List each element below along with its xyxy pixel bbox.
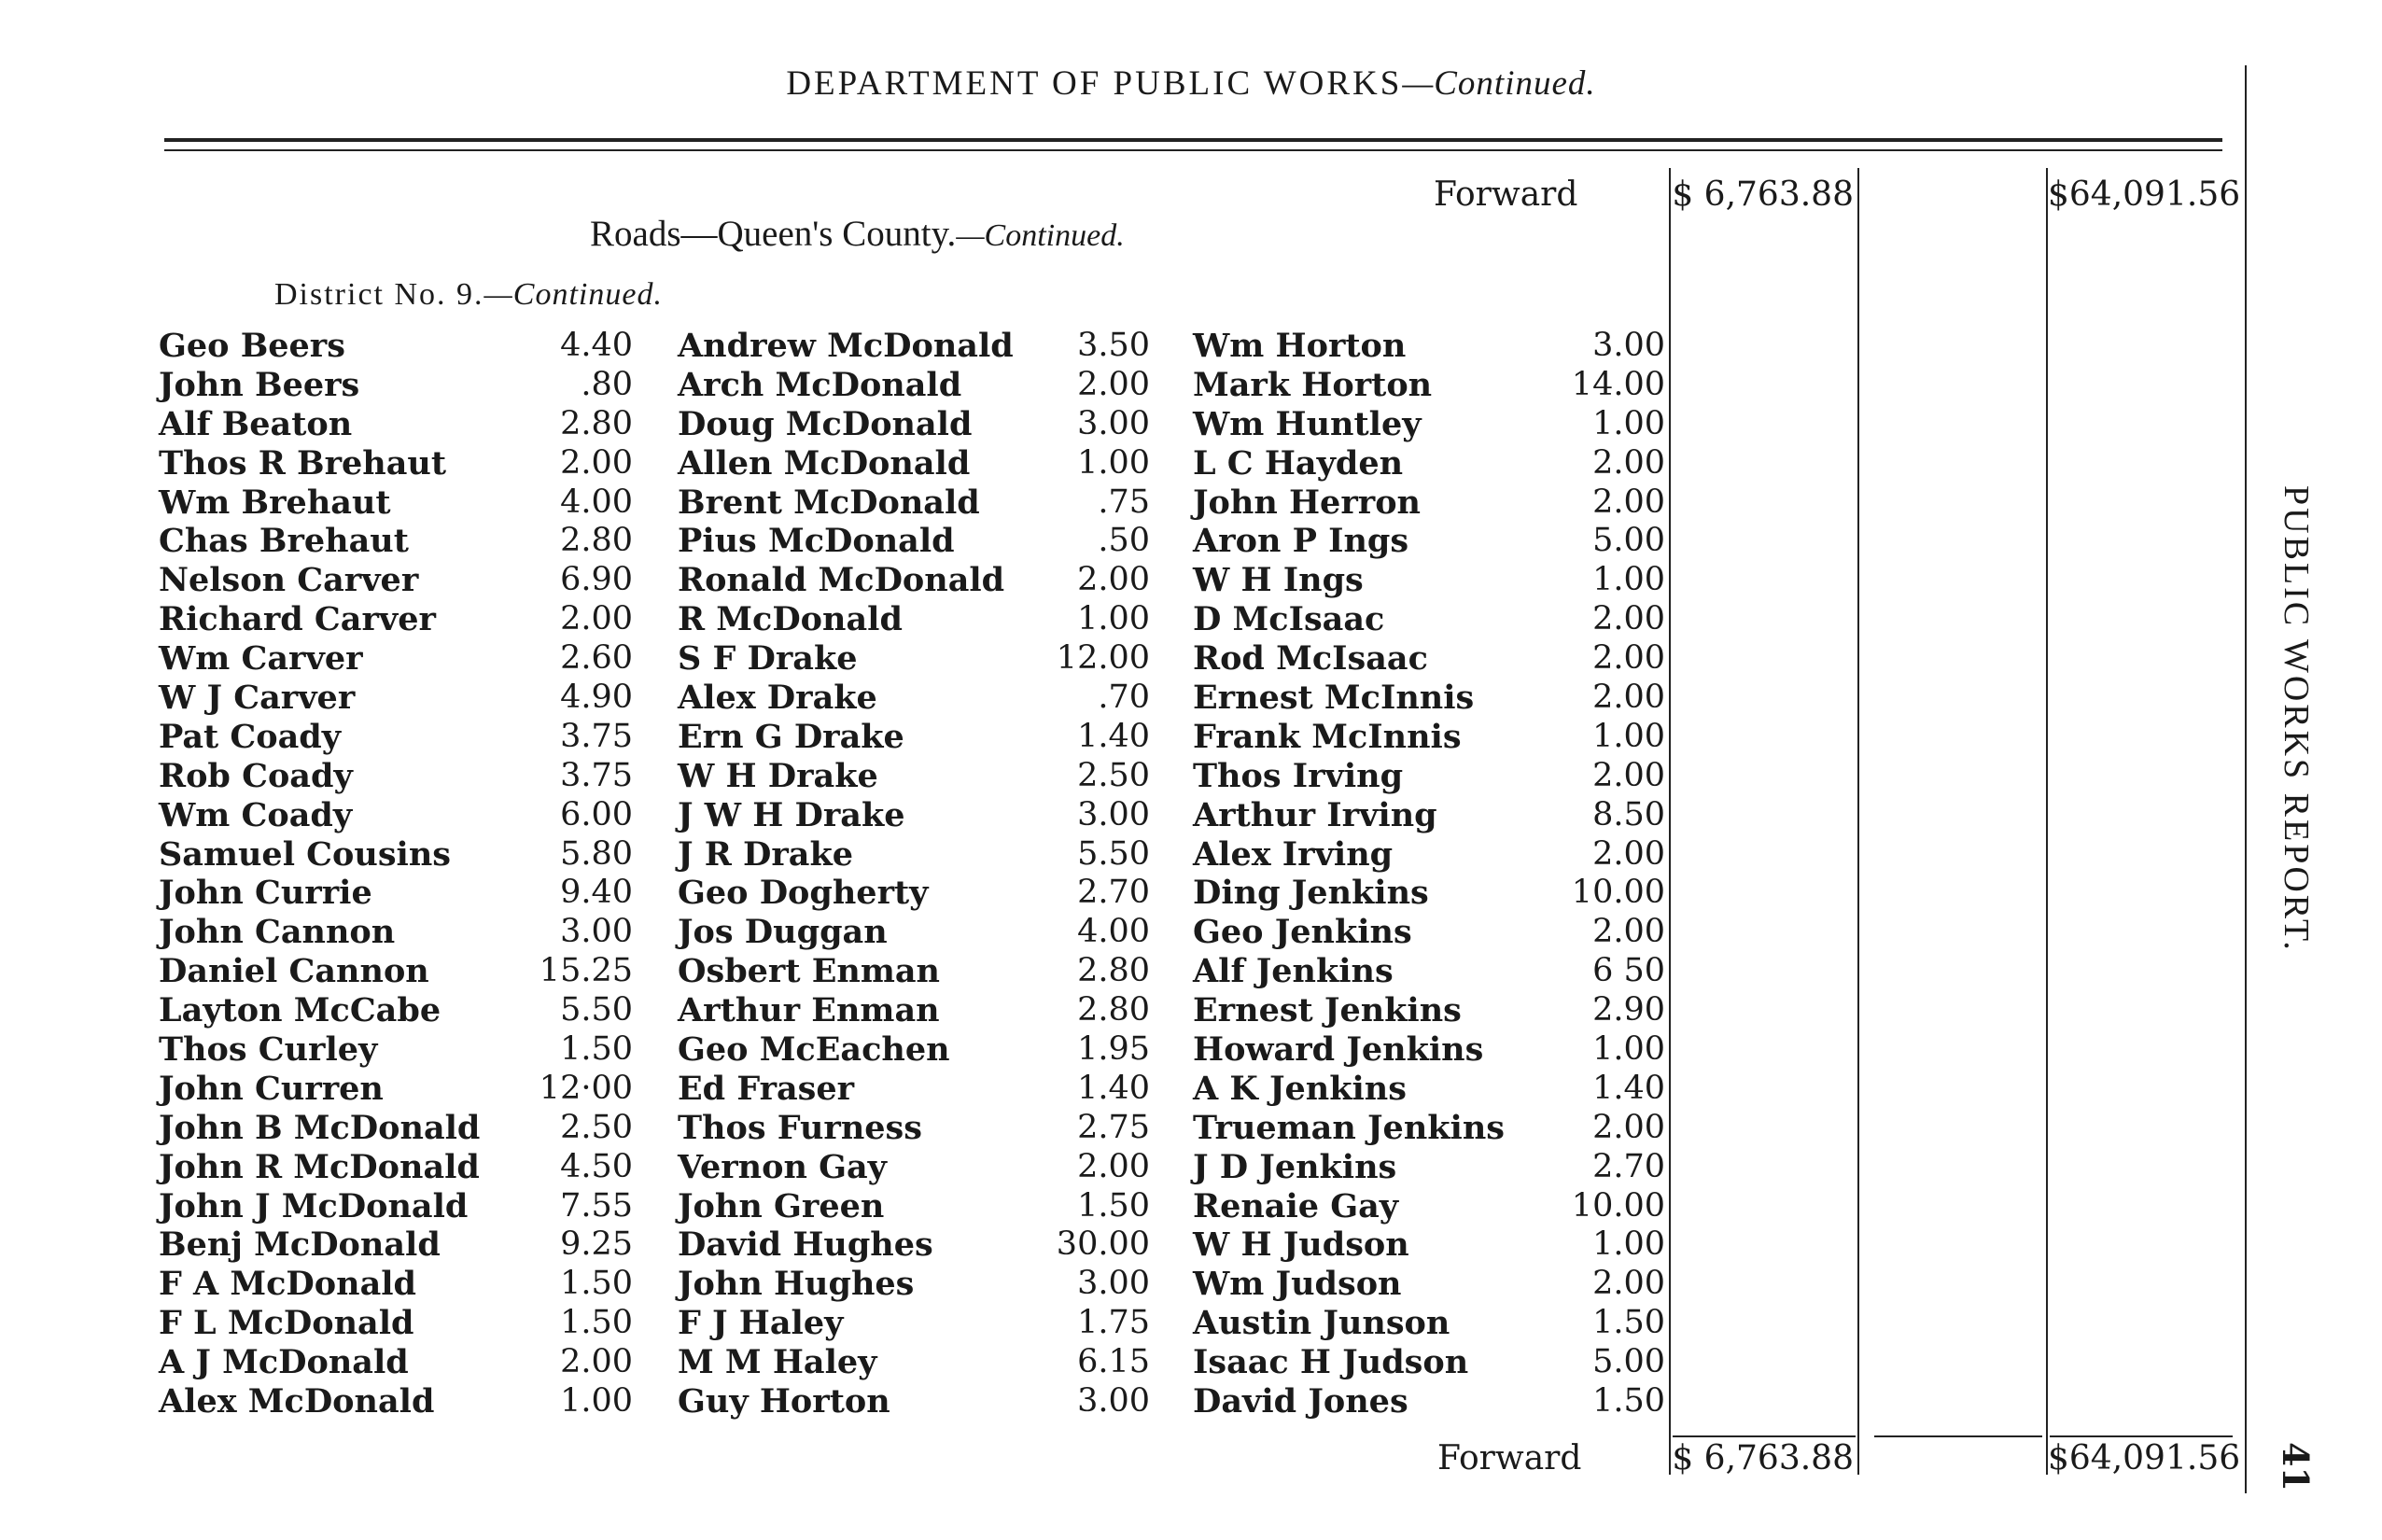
- amount-value: 2.75: [1077, 1108, 1150, 1146]
- page-number: 41: [2275, 1442, 2317, 1491]
- amount-value: 1.00: [1592, 717, 1665, 755]
- amount-value: 3.00: [560, 913, 633, 951]
- amount-value: 5.50: [1077, 834, 1150, 873]
- list-item: [678, 366, 1150, 405]
- list-item: [1193, 1030, 1665, 1070]
- person-name: David Hughes: [678, 1225, 933, 1265]
- list-item: [678, 913, 1150, 952]
- amount-value: 10.00: [1571, 874, 1665, 912]
- person-name: Alf Jenkins: [1193, 952, 1394, 991]
- amount-value: .80: [581, 365, 633, 403]
- name-column-2: [678, 327, 1150, 1421]
- amount-value: 2.80: [560, 404, 633, 442]
- list-item: [1193, 483, 1665, 523]
- person-name: Alex Irving: [1193, 834, 1394, 874]
- amount-value: 3.00: [1077, 795, 1150, 833]
- list-item: [678, 639, 1150, 679]
- amount-column-line-1: [1669, 168, 1671, 1475]
- person-name: Allen McDonald: [678, 443, 971, 483]
- amount-value: 2.80: [1077, 991, 1150, 1029]
- amount-value: 1.50: [1592, 1304, 1665, 1342]
- person-name: W J Carver: [159, 679, 356, 718]
- amount-value: 1.50: [560, 1030, 633, 1069]
- amount-value: 4.90: [560, 679, 633, 717]
- subtitle-main: Roads—Queen's County.: [590, 214, 957, 254]
- person-name: Wm Carver: [159, 639, 363, 679]
- list-item: [159, 835, 633, 875]
- list-item: [678, 1109, 1150, 1148]
- person-name: John Cannon: [159, 913, 396, 952]
- list-item: [678, 483, 1150, 523]
- list-item: [678, 952, 1150, 991]
- person-name: Benj McDonald: [159, 1225, 441, 1265]
- amount-value: 2.00: [1592, 1265, 1665, 1303]
- list-item: [1193, 952, 1665, 991]
- list-item: [1193, 1148, 1665, 1187]
- amount-value: 14.00: [1571, 365, 1665, 403]
- amount-value: 30.00: [1056, 1225, 1150, 1264]
- person-name: Andrew McDonald: [678, 327, 1014, 365]
- person-name: Alf Beaton: [159, 404, 353, 443]
- list-item: [678, 405, 1150, 444]
- amount-value: 5.00: [1592, 1343, 1665, 1381]
- amount-value: 1.00: [1592, 1030, 1665, 1069]
- amount-value: 2.00: [1592, 443, 1665, 482]
- amount-value: 5.00: [1592, 522, 1665, 560]
- list-item: [1193, 1187, 1665, 1226]
- person-name: Chas Brehaut: [159, 522, 409, 561]
- amount-value: 2.00: [1592, 756, 1665, 794]
- amount-value: 9.40: [560, 874, 633, 912]
- person-name: L C Hayden: [1193, 443, 1404, 483]
- list-item: [1193, 874, 1665, 913]
- amount-value: 1.40: [1592, 1069, 1665, 1107]
- amount-value: 2.00: [1077, 1147, 1150, 1185]
- list-item: [159, 718, 633, 757]
- amount-column-line-4: [2245, 65, 2247, 1493]
- amount-value: 2.00: [1592, 913, 1665, 951]
- list-item: [1193, 796, 1665, 835]
- list-item: [1193, 679, 1665, 718]
- amount-value: 2.00: [560, 1343, 633, 1381]
- amount-value: 4.50: [560, 1147, 633, 1185]
- amount-value: 2.80: [560, 522, 633, 560]
- forward-label-top: Forward: [1434, 175, 1578, 214]
- list-item: [159, 757, 633, 796]
- list-item: [1193, 366, 1665, 405]
- list-item: [159, 366, 633, 405]
- amount-value: 1.50: [560, 1304, 633, 1342]
- person-name: Richard Carver: [159, 600, 436, 639]
- header-title: DEPARTMENT OF PUBLIC WORKS: [786, 64, 1403, 103]
- section-subtitle: [590, 213, 1125, 255]
- amount-value: 2.70: [1592, 1147, 1665, 1185]
- amount-value: 2.00: [560, 443, 633, 482]
- amount-value: 12·00: [539, 1069, 633, 1107]
- list-item: [1193, 561, 1665, 600]
- amount-value: 10.00: [1571, 1186, 1665, 1225]
- amount-value: 2.00: [1592, 1108, 1665, 1146]
- person-name: D McIsaac: [1193, 600, 1385, 639]
- forward-label-bottom: Forward: [1437, 1439, 1582, 1477]
- list-item: [159, 327, 633, 366]
- list-item: [678, 718, 1150, 757]
- person-name: David Jones: [1193, 1382, 1408, 1421]
- list-item: [678, 796, 1150, 835]
- amount-value: 12.00: [1056, 639, 1150, 678]
- forward-amount-2-top: $64,091.56: [2048, 175, 2241, 214]
- list-item: [678, 991, 1150, 1030]
- person-name: W H Judson: [1193, 1225, 1409, 1265]
- side-report-title: PUBLIC WORKS REPORT.: [2277, 485, 2316, 953]
- person-name: Howard Jenkins: [1193, 1030, 1484, 1070]
- list-item: [159, 444, 633, 483]
- list-item: [1193, 757, 1665, 796]
- amount-value: 2.00: [1077, 365, 1150, 403]
- amount-value: 1.00: [1077, 600, 1150, 638]
- amount-value: 5.80: [560, 834, 633, 873]
- amount-value: .75: [1098, 483, 1150, 521]
- amount-value: 2.00: [1077, 561, 1150, 599]
- person-name: Pat Coady: [159, 717, 342, 756]
- person-name: Ding Jenkins: [1193, 874, 1429, 913]
- amount-value: 3.00: [1592, 327, 1665, 364]
- person-name: Alex McDonald: [159, 1382, 435, 1421]
- person-name: Frank McInnis: [1193, 717, 1462, 756]
- list-item: [1193, 600, 1665, 639]
- list-item: [159, 796, 633, 835]
- header-continued: —Continued.: [1402, 64, 1596, 103]
- person-name: Brent McDonald: [678, 483, 980, 522]
- person-name: F L McDonald: [159, 1304, 414, 1343]
- person-name: John J McDonald: [159, 1186, 469, 1225]
- amount-value: 3.00: [1077, 1265, 1150, 1303]
- list-item: [1193, 835, 1665, 875]
- person-name: W H Ings: [1193, 561, 1364, 600]
- person-name: John Curren: [159, 1069, 384, 1108]
- list-item: [678, 1070, 1150, 1109]
- person-name: Ed Fraser: [678, 1069, 855, 1108]
- amount-value: 2.80: [1077, 952, 1150, 990]
- person-name: Layton McCabe: [159, 991, 441, 1030]
- person-name: M M Haley: [678, 1343, 877, 1382]
- person-name: Arthur Enman: [678, 991, 940, 1030]
- amount-value: 15.25: [539, 952, 633, 990]
- amount-value: 9.25: [560, 1225, 633, 1264]
- person-name: Austin Junson: [1193, 1304, 1450, 1343]
- list-item: [159, 600, 633, 639]
- person-name: Doug McDonald: [678, 404, 973, 443]
- amount-value: 1.00: [1592, 1225, 1665, 1264]
- list-item: [678, 1304, 1150, 1343]
- person-name: Ernest McInnis: [1193, 679, 1475, 718]
- person-name: F A McDonald: [159, 1265, 417, 1304]
- list-item: [1193, 444, 1665, 483]
- list-item: [159, 1382, 633, 1421]
- person-name: Alex Drake: [678, 679, 877, 718]
- list-item: [159, 1343, 633, 1382]
- list-item: [678, 1382, 1150, 1421]
- list-item: [678, 679, 1150, 718]
- amount-column-line-2: [1857, 168, 1859, 1475]
- list-item: [159, 679, 633, 718]
- district-main: District No. 9.: [274, 277, 484, 312]
- person-name: Renaie Gay: [1193, 1186, 1399, 1225]
- amount-value: 1.00: [560, 1382, 633, 1421]
- person-name: Geo Dogherty: [678, 874, 929, 913]
- list-item: [159, 913, 633, 952]
- person-name: Wm Coady: [159, 795, 353, 834]
- person-name: J D Jenkins: [1193, 1147, 1397, 1186]
- person-name: Rob Coady: [159, 756, 353, 795]
- amount-value: 1.95: [1077, 1030, 1150, 1069]
- list-item: [1193, 1304, 1665, 1343]
- list-item: [159, 1225, 633, 1265]
- amount-value: 1.40: [1077, 1069, 1150, 1107]
- page-header: [0, 63, 2382, 104]
- person-name: Geo Beers: [159, 327, 345, 365]
- amount-value: 1.50: [560, 1265, 633, 1303]
- amount-value: 2.50: [560, 1108, 633, 1146]
- list-item: [1193, 1225, 1665, 1265]
- list-item: [678, 1148, 1150, 1187]
- person-name: W H Drake: [678, 756, 878, 795]
- person-name: Pius McDonald: [678, 522, 955, 561]
- person-name: R McDonald: [678, 600, 903, 639]
- person-name: Geo McEachen: [678, 1030, 950, 1070]
- list-item: [678, 444, 1150, 483]
- forward-amount-1-top: $ 6,763.88: [1672, 175, 1854, 214]
- person-name: Vernon Gay: [678, 1147, 887, 1186]
- bottom-rule-1: [1673, 1435, 1856, 1437]
- list-item: [159, 483, 633, 523]
- amount-value: .50: [1098, 522, 1150, 560]
- person-name: S F Drake: [678, 639, 858, 679]
- amount-value: 2.00: [1592, 679, 1665, 717]
- list-item: [1193, 639, 1665, 679]
- list-item: [159, 561, 633, 600]
- amount-value: 3.00: [1077, 404, 1150, 442]
- person-name: A J McDonald: [159, 1343, 409, 1382]
- list-item: [159, 1187, 633, 1226]
- person-name: Arch McDonald: [678, 365, 962, 404]
- amount-value: 2.00: [1592, 639, 1665, 678]
- person-name: Arthur Irving: [1193, 795, 1437, 834]
- amount-value: 2.00: [1592, 834, 1665, 873]
- amount-value: 4.40: [560, 327, 633, 364]
- list-item: [1193, 1265, 1665, 1304]
- person-name: Thos Curley: [159, 1030, 378, 1070]
- header-rule-top: [164, 138, 2222, 142]
- person-name: John Hughes: [678, 1265, 915, 1304]
- list-item: [678, 600, 1150, 639]
- amount-value: 1.00: [1592, 561, 1665, 599]
- person-name: Mark Horton: [1193, 365, 1433, 404]
- amount-value: 2.50: [1077, 756, 1150, 794]
- amount-value: 1.40: [1077, 717, 1150, 755]
- person-name: Daniel Cannon: [159, 952, 429, 991]
- list-item: [678, 757, 1150, 796]
- list-item: [159, 1148, 633, 1187]
- amount-value: 5.50: [560, 991, 633, 1029]
- amount-value: 2.00: [1592, 483, 1665, 521]
- list-item: [678, 327, 1150, 366]
- amount-value: 2.00: [1592, 600, 1665, 638]
- list-item: [159, 1030, 633, 1070]
- person-name: Wm Horton: [1193, 327, 1407, 365]
- amount-value: 2.70: [1077, 874, 1150, 912]
- person-name: J R Drake: [678, 834, 854, 874]
- list-item: [1193, 1382, 1665, 1421]
- list-item: [1193, 522, 1665, 561]
- list-item: [1193, 327, 1665, 366]
- bottom-rule-3: [2050, 1435, 2233, 1437]
- person-name: Wm Brehaut: [159, 483, 391, 522]
- list-item: [678, 1265, 1150, 1304]
- person-name: J W H Drake: [678, 795, 905, 834]
- person-name: John R McDonald: [159, 1147, 480, 1186]
- person-name: Ernest Jenkins: [1193, 991, 1462, 1030]
- amount-value: 1.50: [1592, 1382, 1665, 1421]
- list-item: [678, 561, 1150, 600]
- amount-value: 4.00: [1077, 913, 1150, 951]
- person-name: Isaac H Judson: [1193, 1343, 1469, 1382]
- amount-value: 6.15: [1077, 1343, 1150, 1381]
- amount-value: 6 50: [1592, 952, 1665, 990]
- list-item: [678, 1343, 1150, 1382]
- list-item: [1193, 913, 1665, 952]
- person-name: John Herron: [1193, 483, 1421, 522]
- list-item: [159, 522, 633, 561]
- bottom-rule-2: [1874, 1435, 2042, 1437]
- amount-value: 1.75: [1077, 1304, 1150, 1342]
- person-name: John B McDonald: [159, 1108, 481, 1147]
- person-name: Aron P Ings: [1193, 522, 1409, 561]
- amount-value: 1.50: [1077, 1186, 1150, 1225]
- list-item: [159, 1070, 633, 1109]
- amount-value: 7.55: [560, 1186, 633, 1225]
- list-item: [159, 991, 633, 1030]
- person-name: Samuel Cousins: [159, 834, 451, 874]
- amount-value: 6.00: [560, 795, 633, 833]
- header-rule-bottom: [164, 149, 2222, 151]
- person-name: Osbert Enman: [678, 952, 941, 991]
- person-name: Wm Judson: [1193, 1265, 1402, 1304]
- person-name: Thos Furness: [678, 1108, 922, 1147]
- amount-value: 2.00: [560, 600, 633, 638]
- person-name: John Green: [678, 1186, 885, 1225]
- amount-value: 3.00: [1077, 1382, 1150, 1421]
- person-name: Nelson Carver: [159, 561, 419, 600]
- list-item: [1193, 405, 1665, 444]
- amount-column-line-3: [2046, 168, 2048, 1475]
- subtitle-continued: —Continued.: [956, 218, 1125, 253]
- amount-value: 2.60: [560, 639, 633, 678]
- list-item: [1193, 1109, 1665, 1148]
- list-item: [159, 1304, 633, 1343]
- forward-amount-2-bottom: $64,091.56: [2048, 1439, 2241, 1477]
- amount-value: 3.75: [560, 756, 633, 794]
- name-column-3: [1193, 327, 1665, 1421]
- list-item: [1193, 1343, 1665, 1382]
- person-name: John Currie: [159, 874, 372, 913]
- list-item: [678, 522, 1150, 561]
- amount-value: 1.00: [1592, 404, 1665, 442]
- list-item: [678, 1225, 1150, 1265]
- person-name: John Beers: [159, 365, 360, 404]
- list-item: [1193, 991, 1665, 1030]
- person-name: Jos Duggan: [678, 913, 888, 952]
- amount-value: 3.75: [560, 717, 633, 755]
- amount-value: 2.90: [1592, 991, 1665, 1029]
- list-item: [159, 1109, 633, 1148]
- list-item: [1193, 718, 1665, 757]
- list-item: [159, 639, 633, 679]
- list-item: [678, 835, 1150, 875]
- district-continued: —Continued.: [483, 277, 663, 312]
- amount-value: 4.00: [560, 483, 633, 521]
- person-name: Ronald McDonald: [678, 561, 1005, 600]
- person-name: Thos Irving: [1193, 756, 1404, 795]
- person-name: Ern G Drake: [678, 717, 904, 756]
- list-item: [678, 874, 1150, 913]
- person-name: Wm Huntley: [1193, 404, 1422, 443]
- list-item: [1193, 1070, 1665, 1109]
- list-item: [159, 405, 633, 444]
- amount-value: .70: [1098, 679, 1150, 717]
- list-item: [678, 1030, 1150, 1070]
- list-item: [159, 874, 633, 913]
- person-name: Geo Jenkins: [1193, 913, 1412, 952]
- person-name: Rod McIsaac: [1193, 639, 1428, 679]
- amount-value: 1.00: [1077, 443, 1150, 482]
- person-name: F J Haley: [678, 1304, 844, 1343]
- name-column-1: [159, 327, 633, 1421]
- forward-amount-1-bottom: $ 6,763.88: [1672, 1439, 1854, 1477]
- amount-value: 6.90: [560, 561, 633, 599]
- list-item: [159, 1265, 633, 1304]
- amount-value: 8.50: [1592, 795, 1665, 833]
- amount-value: 3.50: [1077, 327, 1150, 364]
- district-heading: [274, 277, 663, 313]
- person-name: Trueman Jenkins: [1193, 1108, 1505, 1147]
- person-name: A K Jenkins: [1193, 1069, 1407, 1108]
- person-name: Guy Horton: [678, 1382, 890, 1421]
- list-item: [678, 1187, 1150, 1226]
- list-item: [159, 952, 633, 991]
- person-name: Thos R Brehaut: [159, 443, 447, 483]
